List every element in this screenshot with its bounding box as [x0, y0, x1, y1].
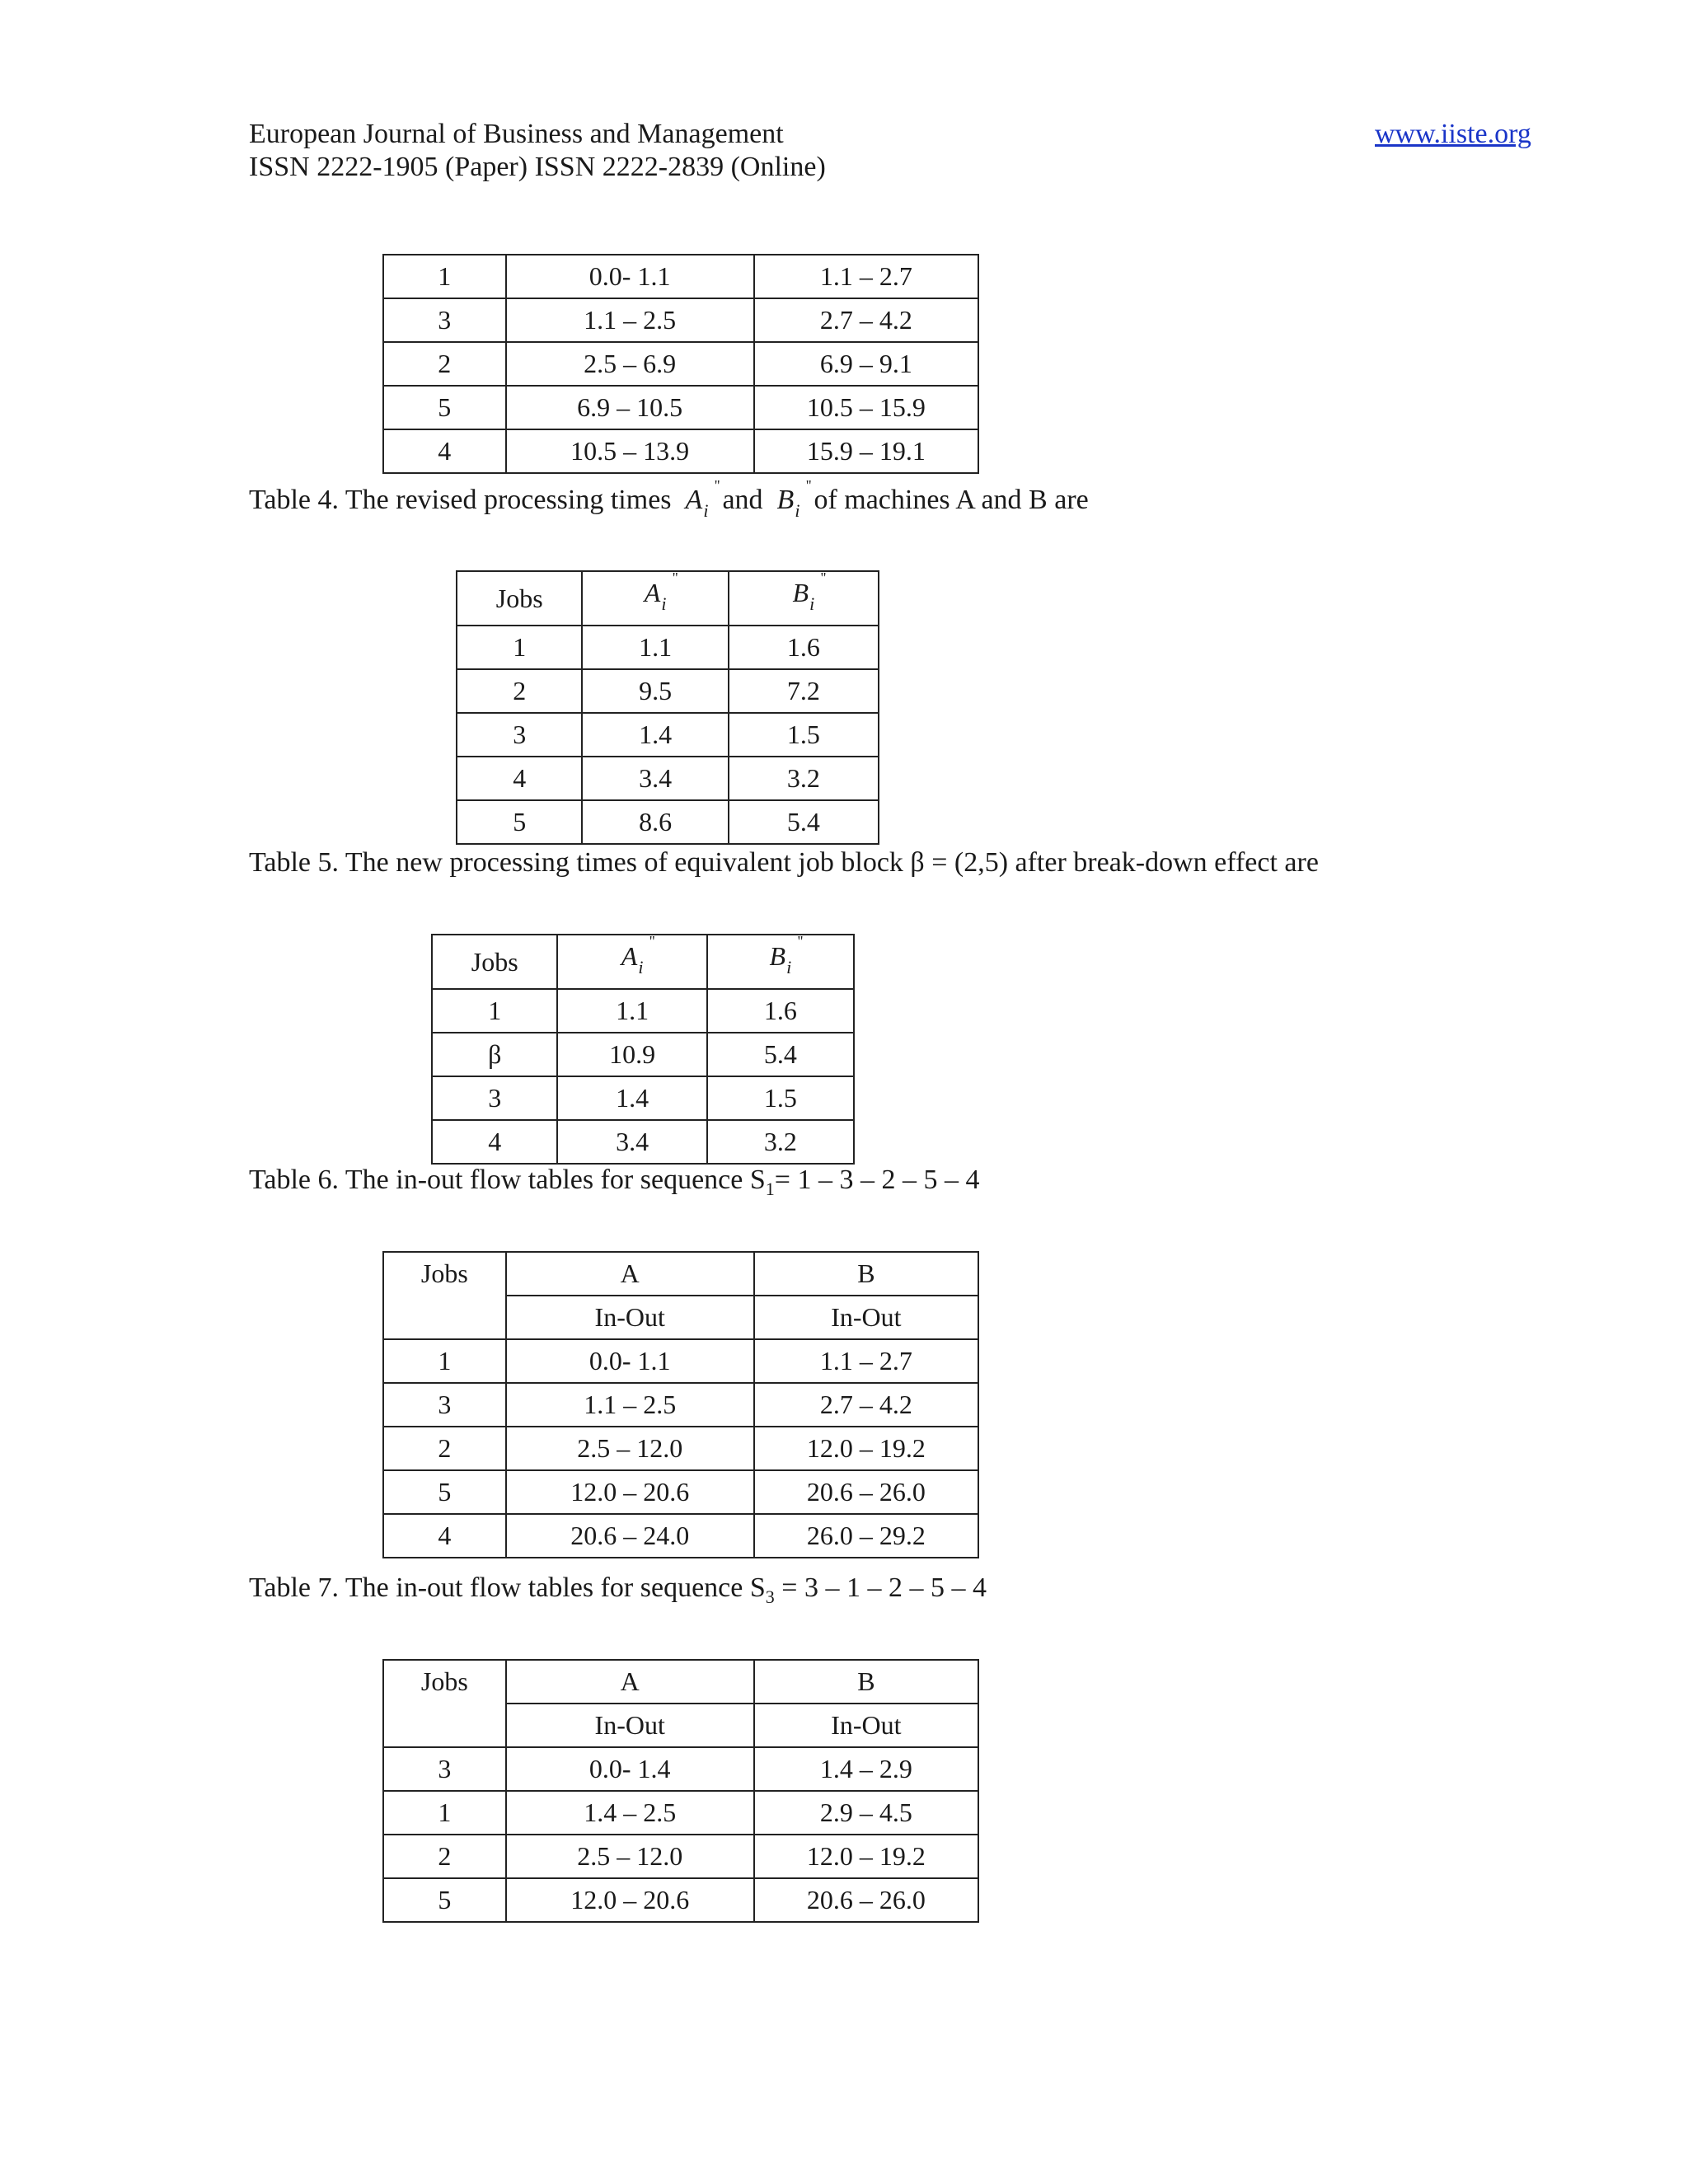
table-cell: 3.2: [707, 1120, 854, 1164]
issn-line: ISSN 2222-1905 (Paper) ISSN 2222-2839 (Online): [249, 152, 826, 182]
table-row: [383, 342, 978, 386]
column-header: A: [506, 1252, 754, 1296]
table-cell: 1.4: [557, 1076, 706, 1120]
table-cell: 4: [457, 757, 582, 800]
table-cell: 3.4: [557, 1120, 706, 1164]
table-cell: 5: [383, 386, 506, 429]
table-row: [457, 669, 879, 713]
table-cell: 4: [432, 1120, 557, 1164]
table7: [382, 1659, 979, 1923]
table-cell: 1: [432, 989, 557, 1033]
table5: [431, 934, 855, 1165]
table-row: [457, 713, 879, 757]
table-cell: β: [432, 1033, 557, 1076]
table-cell: 12.0 – 19.2: [754, 1427, 978, 1470]
table-cell: 8.6: [582, 800, 728, 844]
table-cell: 12.0 – 20.6: [506, 1878, 754, 1922]
table-header-row: [383, 1660, 978, 1704]
var-b-double-prime: $B_i$ '': [776, 477, 812, 521]
table-row: [383, 1835, 978, 1878]
table-cell: 1: [383, 1339, 506, 1383]
table-cell: 2: [383, 342, 506, 386]
table-cell: 12.0 – 20.6: [506, 1470, 754, 1514]
table7-caption: Table 7. The in-out flow tables for sequence $S_3 = 3 - 1 - 2 - 5 - 4$: [249, 1572, 987, 1607]
table-cell: 1.1 – 2.5: [506, 298, 754, 342]
table-row: [383, 1747, 978, 1791]
table-cell: 2.9 – 4.5: [754, 1791, 978, 1835]
table-cell: 2: [457, 669, 582, 713]
table-cell: 1.1: [582, 626, 728, 669]
table-row: [383, 429, 978, 473]
table-cell: 2: [383, 1427, 506, 1470]
table-cell: 3: [457, 713, 582, 757]
table-cell: 10.9: [557, 1033, 706, 1076]
table-cell: 1.6: [729, 626, 879, 669]
table4-caption: [249, 477, 1089, 527]
table-cell: 1.5: [729, 713, 879, 757]
column-subheader: In-Out: [754, 1704, 978, 1747]
table-cell: 1.1 – 2.7: [754, 1339, 978, 1383]
table-cell: 1.1 – 2.7: [754, 255, 978, 298]
table-cell: 12.0 – 19.2: [754, 1835, 978, 1878]
table-cell: 9.5: [582, 669, 728, 713]
table-cell: 5: [383, 1470, 506, 1514]
table-cell: 2: [383, 1835, 506, 1878]
table-cell: 3: [432, 1076, 557, 1120]
table-row: [383, 255, 978, 298]
top-inout-table: [382, 254, 979, 474]
column-subheader: In-Out: [754, 1296, 978, 1339]
table-cell: 2.5 – 12.0: [506, 1835, 754, 1878]
column-header: A: [506, 1660, 754, 1704]
column-header: $B_i$ '': [729, 571, 879, 626]
table-cell: 1.4 – 2.5: [506, 1791, 754, 1835]
table-row: [383, 1878, 978, 1922]
table4: [456, 570, 879, 845]
table-cell: 6.9 – 10.5: [506, 386, 754, 429]
table-row: [383, 1791, 978, 1835]
table-row: [383, 1514, 978, 1558]
column-header: $A_i$ '': [582, 571, 728, 626]
table6-caption: Table 6. The in-out flow tables for sequence $S_1= 1 - 3 - 2 - 5 - 4$: [249, 1165, 980, 1199]
table-cell: 2.7 – 4.2: [754, 298, 978, 342]
table-row: [383, 1383, 978, 1427]
table-cell: 0.0- 1.1: [506, 255, 754, 298]
table-cell: 3: [383, 1747, 506, 1791]
column-header: $B_i$ '': [707, 935, 854, 989]
table-cell: 6.9 – 9.1: [754, 342, 978, 386]
column-header: $A_i$ '': [557, 935, 706, 989]
table-cell: 1.4: [582, 713, 728, 757]
table-row: [432, 1076, 854, 1120]
table-row: [432, 1033, 854, 1076]
table-cell: 4: [383, 1514, 506, 1558]
caption-text: Table 4. The revised processing times: [249, 485, 672, 515]
table-header-row: [457, 571, 879, 626]
table-header-row: [383, 1252, 978, 1296]
table-row: [383, 386, 978, 429]
table-cell: 5: [457, 800, 582, 844]
column-header: Jobs: [457, 571, 582, 626]
table-cell: 0.0- 1.4: [506, 1747, 754, 1791]
table-row: [457, 626, 879, 669]
table-row: [383, 1427, 978, 1470]
caption-text: and: [722, 485, 763, 515]
table-row: [457, 757, 879, 800]
column-subheader: In-Out: [506, 1296, 754, 1339]
table-cell: 2.7 – 4.2: [754, 1383, 978, 1427]
table-cell: 5.4: [729, 800, 879, 844]
table-cell: 2.5 – 12.0: [506, 1427, 754, 1470]
caption-text: of machines A and B are: [814, 485, 1089, 515]
table-cell: 1: [383, 1791, 506, 1835]
table-cell: 15.9 – 19.1: [754, 429, 978, 473]
website-link[interactable]: www.iiste.org: [1375, 119, 1531, 149]
table6: [382, 1251, 979, 1558]
table-cell: 1.5: [707, 1076, 854, 1120]
table-cell: 10.5 – 13.9: [506, 429, 754, 473]
table-cell: 20.6 – 24.0: [506, 1514, 754, 1558]
table-cell: 3: [383, 1383, 506, 1427]
column-header: Jobs: [383, 1252, 506, 1339]
table-header-row: [432, 935, 854, 989]
journal-title: European Journal of Business and Management: [249, 119, 784, 149]
table-row: [383, 1339, 978, 1383]
table-cell: 1.4 – 2.9: [754, 1747, 978, 1791]
var-a-double-prime: $A_i$ '': [685, 477, 720, 521]
table-cell: 3.2: [729, 757, 879, 800]
table-cell: 7.2: [729, 669, 879, 713]
table-row: [457, 800, 879, 844]
table-row: [432, 1120, 854, 1164]
table-cell: 20.6 – 26.0: [754, 1470, 978, 1514]
table-cell: 2.5 – 6.9: [506, 342, 754, 386]
table-cell: 5: [383, 1878, 506, 1922]
table-row: [383, 1470, 978, 1514]
table-cell: 1.1: [557, 989, 706, 1033]
table-cell: 20.6 – 26.0: [754, 1878, 978, 1922]
column-header: B: [754, 1660, 978, 1704]
table-cell: 0.0- 1.1: [506, 1339, 754, 1383]
column-subheader: In-Out: [506, 1704, 754, 1747]
column-header: Jobs: [432, 935, 557, 989]
table-cell: 10.5 – 15.9: [754, 386, 978, 429]
table5-caption: Table 5. The new processing times of equivalent job block β = (2,5) after break-down effect are: [249, 847, 1319, 878]
table-cell: 26.0 – 29.2: [754, 1514, 978, 1558]
table-cell: 1: [383, 255, 506, 298]
table-cell: 4: [383, 429, 506, 473]
table-cell: 1: [457, 626, 582, 669]
table-cell: 3: [383, 298, 506, 342]
column-header: Jobs: [383, 1660, 506, 1747]
table-cell: 5.4: [707, 1033, 854, 1076]
table-row: [383, 298, 978, 342]
column-header: B: [754, 1252, 978, 1296]
table-cell: 1.6: [707, 989, 854, 1033]
table-row: [432, 989, 854, 1033]
table-cell: 3.4: [582, 757, 728, 800]
table-cell: 1.1 – 2.5: [506, 1383, 754, 1427]
